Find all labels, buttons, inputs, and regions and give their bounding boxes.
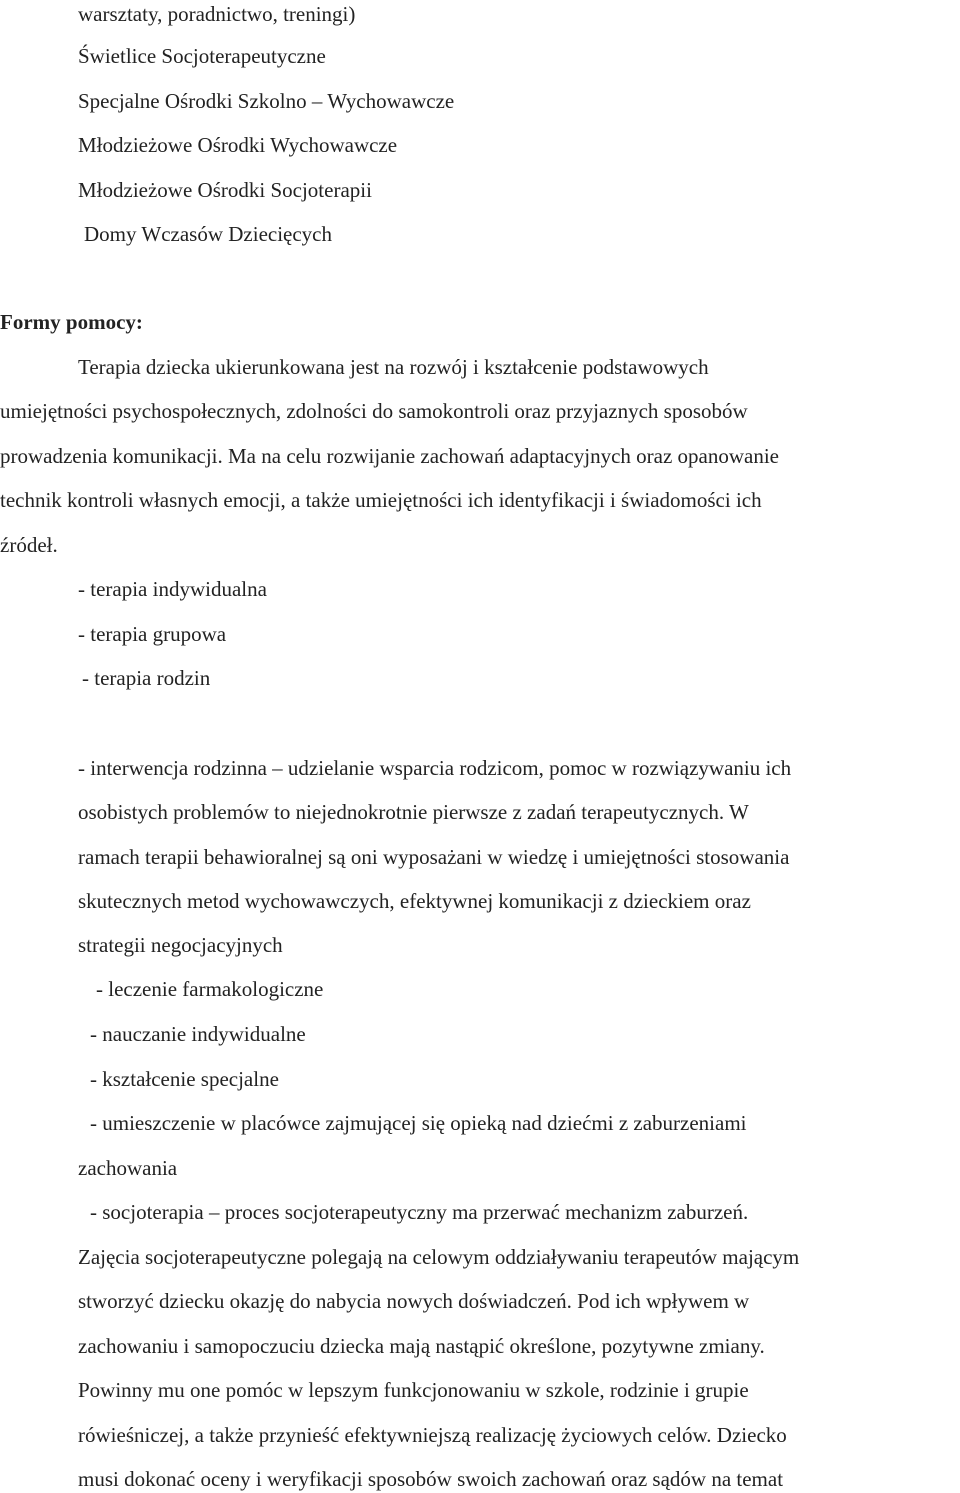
paragraph-line: ramach terapii behawioralnej są oni wyposażani w wiedzę i umiejętności stosowania [78, 845, 790, 869]
therapy-type-item: - terapia indywidualna [78, 577, 267, 601]
paragraph-line: zachowaniu i samopoczuciu dziecka mają nastąpić określone, pozytywne zmiany. [78, 1334, 765, 1358]
paragraph-line: Zajęcia socjoterapeutyczne polegają na celowym oddziaływaniu terapeutów mającym [78, 1245, 800, 1269]
institution-item: Młodzieżowe Ośrodki Socjoterapii [78, 178, 372, 202]
paragraph-line: umiejętności psychospołecznych, zdolności do samokontroli oraz przyjaznych sposobów [0, 399, 748, 423]
help-form-item: - kształcenie specjalne [90, 1067, 279, 1091]
paragraph-line: stworzyć dziecku okazję do nabycia nowych doświadczeń. Pod ich wpływem w [78, 1289, 750, 1313]
institution-item: Młodzieżowe Ośrodki Wychowawcze [78, 133, 398, 157]
institution-item: Domy Wczasów Dziecięcych [84, 222, 333, 246]
paragraph-line: prowadzenia komunikacji. Ma na celu rozwijanie zachowań adaptacyjnych oraz opanowanie [0, 444, 779, 468]
section-heading: Formy pomocy: [0, 310, 143, 334]
paragraph-line: strategii negocjacyjnych [78, 933, 283, 957]
institution-item: Świetlice Socjoterapeutyczne [78, 44, 326, 68]
paragraph-line: Powinny mu one pomóc w lepszym funkcjonowaniu w szkole, rodzinie i grupie [78, 1378, 749, 1402]
paragraph-line: skutecznych metod wychowawczych, efektywnej komunikacji z dzieckiem oraz [78, 889, 751, 913]
therapy-type-item: - terapia rodzin [82, 666, 211, 690]
paragraph-line: - interwencja rodzinna – udzielanie wsparcia rodzicom, pomoc w rozwiązywaniu ich [78, 756, 792, 780]
help-form-item: - socjoterapia – proces socjoterapeutyczny ma przerwać mechanizm zaburzeń. [90, 1200, 749, 1224]
paragraph-line: rówieśniczej, a także przynieść efektywniejszą realizację życiowych celów. Dziecko [78, 1423, 787, 1447]
institution-item: Specjalne Ośrodki Szkolno – Wychowawcze [78, 89, 455, 113]
paragraph-line: Terapia dziecka ukierunkowana jest na rozwój i kształcenie podstawowych [78, 355, 709, 379]
paragraph-line: osobistych problemów to niejednokrotnie pierwsze z zadań terapeutycznych. W [78, 800, 749, 824]
institution-item: warsztaty, poradnictwo, treningi) [78, 2, 356, 26]
help-form-item: - leczenie farmakologiczne [96, 977, 324, 1001]
help-form-item: zachowania [78, 1156, 178, 1180]
paragraph-line: źródeł. [0, 533, 58, 557]
help-form-item: - nauczanie indywidualne [90, 1022, 306, 1046]
paragraph-line: musi dokonać oceny i weryfikacji sposobów swoich zachowań oraz sądów na temat [78, 1467, 784, 1491]
therapy-type-item: - terapia grupowa [78, 622, 227, 646]
help-form-item: - umieszczenie w placówce zajmującej się opieką nad dziećmi z zaburzeniami [90, 1111, 747, 1135]
paragraph-line: technik kontroli własnych emocji, a także umiejętności ich identyfikacji i świadomości ich [0, 488, 762, 512]
